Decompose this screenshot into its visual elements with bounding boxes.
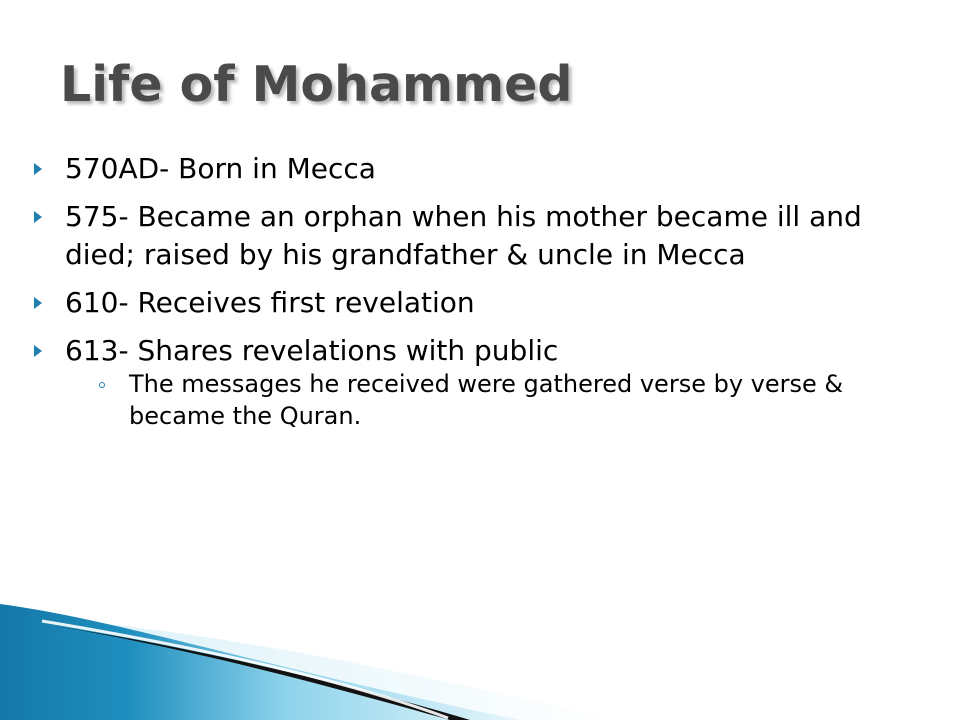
triangle-right-icon xyxy=(34,163,42,175)
list-item xyxy=(34,150,934,188)
triangle-right-icon xyxy=(34,297,42,309)
triangle-right-icon xyxy=(34,211,42,223)
bullet-text: 570AD- Born in Mecca xyxy=(65,152,376,185)
sub-bullet-list xyxy=(65,368,934,432)
triangle-right-icon xyxy=(34,345,42,357)
bullet-text: 575- Became an orphan when his mother became ill and died; raised by his grandfather & uncle in Mecca xyxy=(65,200,862,271)
blue-wave-shape xyxy=(0,604,520,720)
sub-list-item xyxy=(65,368,934,432)
list-item xyxy=(34,198,934,274)
sub-bullet-text: The messages he received were gathered verse by verse & became the Quran. xyxy=(129,370,844,430)
light-wave-shape xyxy=(0,614,620,720)
circle-outline-icon xyxy=(99,382,105,388)
dark-swoosh-shape xyxy=(55,626,470,720)
page-title: Life of Mohammed xyxy=(60,56,573,113)
bullet-text: 610- Receives first revelation xyxy=(65,286,475,319)
list-item xyxy=(34,284,934,322)
bullet-text: 613- Shares revelations with public xyxy=(65,334,559,367)
bullet-list xyxy=(34,150,934,442)
white-highlight-shape xyxy=(42,621,448,718)
list-item xyxy=(34,332,934,432)
